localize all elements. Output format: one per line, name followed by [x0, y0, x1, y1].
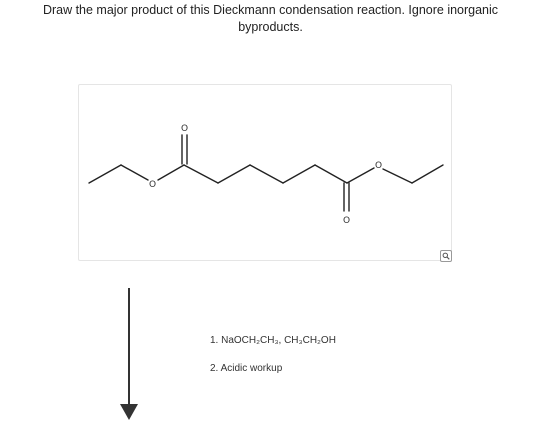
bond-ester-o-right	[347, 168, 374, 183]
atom-o-carbonyl-left: O	[181, 124, 189, 134]
atom-o-carbonyl-right: O	[343, 216, 351, 226]
bond-ethyl-right-1	[383, 169, 412, 183]
bond-ethyl-left-2	[121, 165, 148, 180]
question-line-2: byproducts.	[238, 20, 303, 34]
bond-ester-o-left	[158, 165, 184, 180]
starting-material-structure	[78, 84, 452, 261]
atom-o-ester-left: O	[149, 180, 157, 190]
bond-chain-5	[315, 165, 347, 183]
bond-chain-4	[283, 165, 315, 183]
bond-chain-2	[218, 165, 250, 183]
bond-ethyl-right-2	[412, 165, 443, 183]
magnifier-icon	[442, 252, 450, 260]
zoom-button[interactable]	[440, 250, 452, 262]
molecule-drawing	[79, 85, 453, 262]
reaction-condition-step-2: 2. Acidic workup	[210, 363, 283, 374]
bond-chain-3	[250, 165, 283, 183]
reaction-condition-step-1: 1. NaOCH₂CH₃, CH₃CH₂OH	[210, 335, 336, 346]
question-prompt	[0, 2, 541, 36]
bond-chain-1	[184, 165, 218, 183]
bond-ethyl-left-1	[89, 165, 121, 183]
atom-o-ester-right: O	[375, 161, 383, 171]
question-line-1: Draw the major product of this Dieckmann condensation reaction. Ignore inorganic	[42, 3, 499, 17]
reaction-arrow-down-icon	[118, 287, 140, 423]
